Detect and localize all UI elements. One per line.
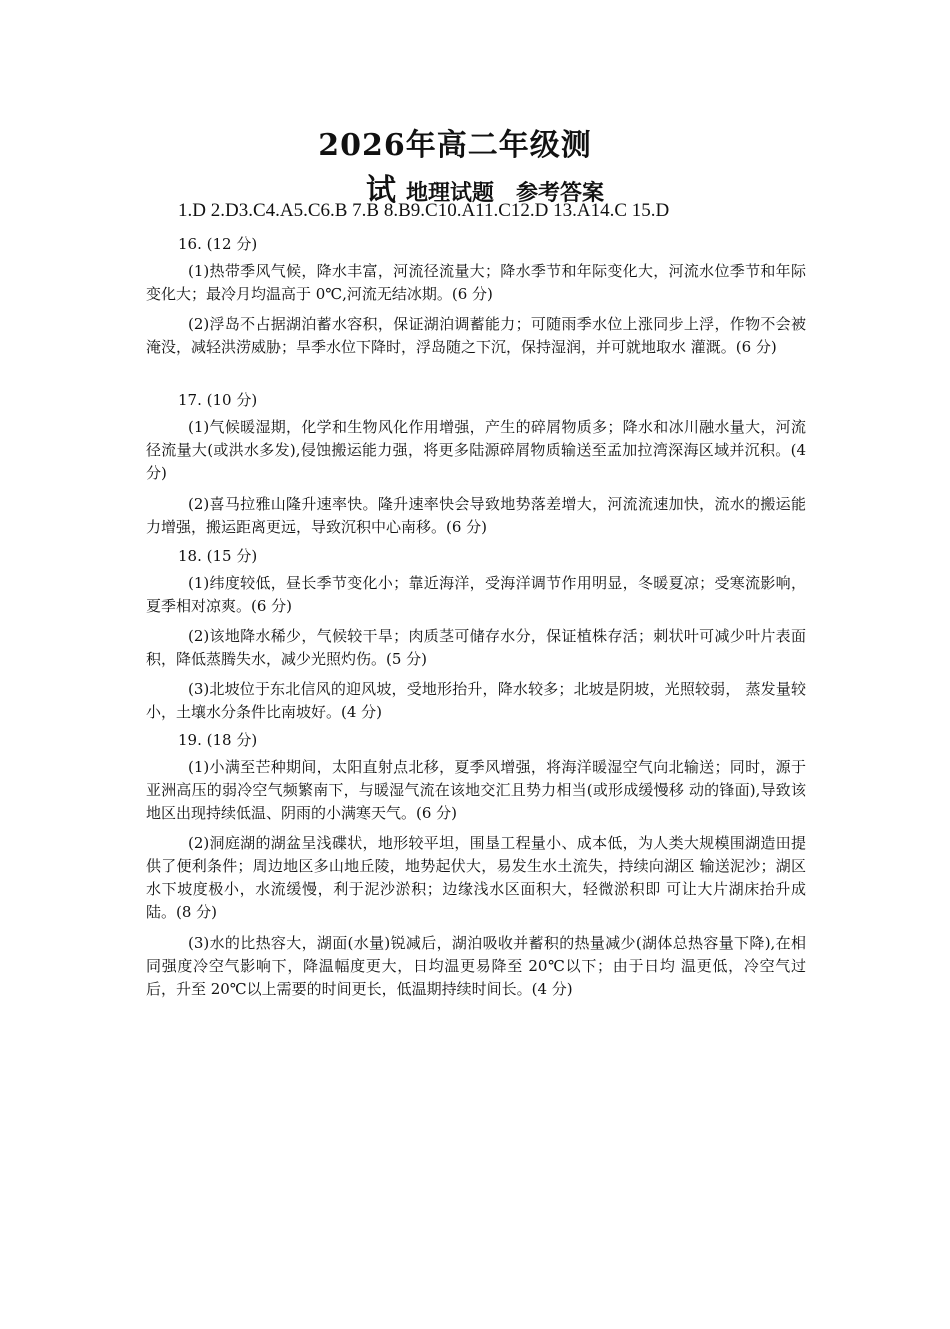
question-18-part-1: (1)纬度较低，昼长季节变化小；靠近海洋，受海洋调节作用明显，冬暖夏凉；受寒流影响，夏季相对凉爽。(6 分) (146, 574, 806, 615)
question-19-part-1: (1)小满至芒种期间，太阳直射点北移，夏季风增强，将海洋暖湿空气向北输送；同时，源于亚洲高压的弱冷空气频繁南下，与暖湿气流在该地交汇且势力相当(或形成缓慢移 动的锋面),导致该地区出现持续低温、阴雨的小满寒天气。(6 分) (146, 758, 806, 822)
question-17-part-1: (1)气候暖湿期，化学和生物风化作用增强，产生的碎屑物质多；降水和冰川融水量大，河流径流量大(或洪水多发),侵蚀搬运能力强，将更多陆源碎屑物质输送至孟加拉湾深海区域并沉积。(4 分) (146, 418, 806, 482)
question-18-part-3: (3)北坡位于东北信风的迎风坡，受地形抬升，降水较多；北坡是阴坡，光照较弱， 蒸发量较小，土壤水分条件比南坡好。(4 分) (146, 680, 806, 721)
question-18-part-2: (2)该地降水稀少，气候较干旱；肉质茎可储存水分，保证植株存活；刺状叶可减少叶片表面积，降低蒸腾失水，减少光照灼伤。(5 分) (146, 627, 806, 668)
title-continuation: 试 (366, 173, 396, 208)
question-18-heading: 18. (15 分) (178, 547, 258, 565)
question-19-part-2: (2)洞庭湖的湖盆呈浅碟状，地形较平坦，围垦工程量小、成本低，为人类大规模围湖造田提供了便利条件；周边地区多山地丘陵，地势起伏大，易发生水土流失，持续向湖区 输送泥沙；湖区水下坡度极小，水流缓慢，利于泥沙淤积；边缘浅水区面积大，轻微淤积即 可让大片湖床抬升成陆。(8 分) (146, 834, 806, 921)
question-16-part-1: (1)热带季风气候，降水丰富，河流径流量大；降水季节和年际变化大，河流水位季节和年际变化大；最冷月均温高于 0℃,河流无结冰期。(6 分) (146, 262, 806, 303)
answer-key-label: 参考答案 (516, 180, 605, 206)
question-16-part-2: (2)浮岛不占据湖泊蓄水容积，保证湖泊调蓄能力；可随雨季水位上涨同步上浮，作物不会被淹没，减轻洪涝威胁；旱季水位下降时，浮岛随之下沉，保持湿润，并可就地取水 灌溉。(6 分) (146, 315, 806, 356)
question-16-heading: 16. (12 分) (178, 235, 258, 253)
subject-label: 地理试题 (406, 180, 495, 206)
multiple-choice-answers: 1.D 2.D3.C4.A5.C6.B 7.B 8.B9.C10.A11.C12.D 13.A14.C 15.D (178, 200, 670, 221)
question-17-part-2: (2)喜马拉雅山隆升速率快。隆升速率快会导致地势落差增大，河流流速加快，流水的搬运能力增强，搬运距离更远，导致沉积中心南移。(6 分) (146, 495, 806, 536)
question-19-heading: 19. (18 分) (178, 731, 258, 749)
question-17-heading: 17. (10 分) (178, 391, 258, 409)
page-title: 2026年高二年级测 (318, 128, 592, 163)
question-19-part-3: (3)水的比热容大，湖面(水量)锐减后，湖泊吸收并蓄积的热量减少(湖体总热容量下降),在相同强度冷空气影响下，降温幅度更大，日均温更易降至 20℃以下；由于日均 温更低，冷空气过后，升至 20℃以上需要的时间更长，低温期持续时间长。(4 分) (146, 934, 806, 998)
